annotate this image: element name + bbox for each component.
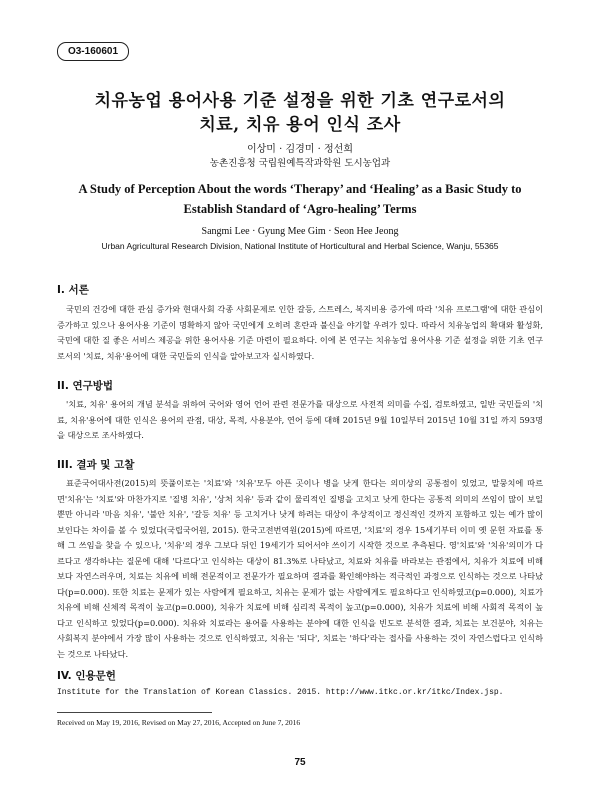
received-footnote: Received on May 19, 2016, Revised on May 27, 2016, Accepted on June 7, 2016 <box>57 718 301 727</box>
korean-title-line-2: 치료, 치유 용어 인식 조사 <box>199 115 401 135</box>
footnote-divider <box>57 712 212 713</box>
results-paragraph: 표준국어대사전(2015)의 뜻풀이로는 '치료'와 '치유'모두 아픈 곳이나 병을 낫게 한다는 의미상의 공통점이 있었고, 말뭉치에 따르면'치유'는 '치료'와 마찬가지로 '질병 치유', '상처 치유' 등과 같이 물리적인 질병을 고치고 낫게 한다는 공통적 의미의 쓰임이 많이 보일 뿐만 아니라 '마음 치유', '불안 치유', '갈등 치유' 등 고치거나 낫게 하려는 대상이 추상적이고 정신적인 것까지 포함하고 있는 예가 많이 보인다는 차이를 볼 수 있었다(국립국어원, 2015). 한국고전번역원(2015)에 따르면, '치료'의 경우 15세기부터 이미 옛 문헌 자료를 통해 그 쓰임을 찾을 수 있으나, '치유'의 경우 그보다 뒤인 19세기가 되어서야 쓰이기 시작한 것으로 추측된다. 영'치료'와 '치유'의미가 다르다고 생각하냐는 질문에 대해 '다르다'고 인식하는 대상이 81.3%로 나타났고, 치료와 치유를 바라보는 관점에서, 치유가 치료에 비해 보다 자연스러우며, 치료는 치유에 비해 전문적이고 전문가가 필요하며 결과를 확인해야하는 적극적인 과정으로 인식하는 것으로 나타났다(p=0.000). 또한 치료는 문제가 있는 사람에게 필요하고, 치유는 문제가 없는 사람에게도 필요하다고 인식하였고(p=0.000), 치료가 치유에 비해 신체적 목적이 높고(p=0.000), 치유가 치료에 비해 심리적 목적이 높고(p=0.000), 치유가 치료에 비해 사회적 목적이 높다고 인식하고 있었다(p=0.000). 치유와 치료라는 용어를 사용하는 분야에 대한 인식을 빈도로 분석한 결과, 치료는 보건분야, 치유는 사회복지 분야에서 가장 많이 사용하는 것으로 인식하였고, 치유는 '되다', 치료는 '하다'라는 접사를 사용하는 것이 자연스럽다고 인식하는 것으로 나타났다. <box>57 478 543 659</box>
korean-affiliation: 농촌진흥청 국립원예특작과학원 도시농업과 <box>209 158 391 169</box>
korean-authors: 이상미 · 김경미 · 정선희 <box>246 144 353 155</box>
english-title-line-1: A Study of Perception About the words ‘Therapy’ and ‘Healing’ as a Basic Study to <box>78 182 522 196</box>
page-number: 75 <box>294 757 306 768</box>
references-heading: IV. 인용문헌 <box>57 670 116 682</box>
english-affiliation: Urban Agricultural Research Division, National Institute of Horticultural and Herbal Science, Wanju, 55365 <box>101 241 499 251</box>
reference-entry: Institute for the Translation of Korean Classics. 2015. http://www.itkc.or.kr/itkc/Index.jsp. <box>57 688 504 697</box>
method-paragraph: '치료, 치유' 용어의 개념 분석을 위하여 국어와 영어 언어 관련 전문가를 대상으로 사전적 의미를 수집, 검토하였고, 일반 국민들의 '치료, 치유'용어에 대한 인식은 용어의 관점, 대상, 목적, 사용분야, 연어 등에 대해 2015년 9월 10일부터 2015년 10월 31일 까지 593명을 대상으로 조사하였다. <box>57 399 543 440</box>
intro-paragraph: 국민의 건강에 대한 관심 증가와 현대사회 각종 사회문제로 인한 갈등, 스트레스, 복지비용 증가에 따라 '치유 프로그램'에 대한 관심이 증가하고 있으나 용어사용 기준이 명확하지 않아 국민에게 오히려 혼란과 불신을 야기할 우려가 있다. 따라서 치유농업의 확대와 활성화, 국민에 대한 질 좋은 서비스 제공을 위한 용어사용 기준 마련이 필요하다. 이에 본 연구는 치유농업 용어사용 기준 설정을 위한 기초 연구로서의 '치료, 치유'용어에 대한 국민들의 인식을 알아보고자 실시하였다. <box>57 304 543 361</box>
intro-heading: I. 서론 <box>57 284 89 296</box>
paper-code-badge: O3-160601 <box>57 42 129 61</box>
results-heading: III. 결과 및 고찰 <box>57 459 135 471</box>
korean-title-line-1: 치유농업 용어사용 기준 설정을 위한 기초 연구로서의 <box>94 91 506 111</box>
english-authors: Sangmi Lee · Gyung Mee Gim · Seon Hee Jeong <box>201 226 399 237</box>
english-title-line-2: Establish Standard of ‘Agro-healing’ Terms <box>183 202 417 216</box>
method-heading: II. 연구방법 <box>57 380 114 392</box>
